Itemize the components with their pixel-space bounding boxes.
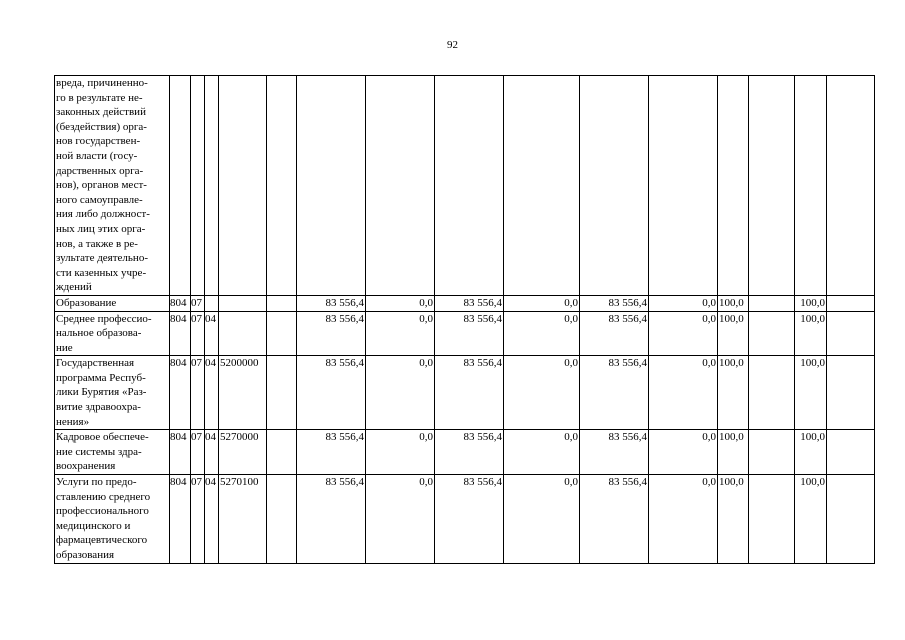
amount-6-cell: 0,0 — [649, 430, 718, 475]
amount-1-cell: 83 556,4 — [297, 295, 366, 311]
amount-3-cell: 83 556,4 — [435, 430, 504, 475]
row-name-line: Государственная — [56, 357, 135, 370]
ministry-code-cell: 804 — [170, 295, 191, 311]
row-name-line: ного самоуправле- — [56, 193, 143, 206]
row-name-line: нов государствен- — [56, 135, 141, 148]
expense-type-cell — [267, 430, 297, 475]
section-code-cell: 07 — [191, 475, 205, 564]
row-name-cell — [55, 311, 170, 356]
row-name-cell — [55, 475, 170, 564]
empty-cell-2 — [827, 475, 875, 564]
row-name-line: профессионального — [56, 505, 149, 518]
amount-5-cell: 83 556,4 — [580, 311, 649, 356]
empty-cell — [749, 356, 795, 430]
row-name-line: Услуги по предо- — [56, 476, 137, 489]
table-row — [55, 475, 875, 564]
amount-5-cell: 83 556,4 — [580, 356, 649, 430]
expense-type-cell — [267, 76, 297, 296]
amount-5-cell: 83 556,4 — [580, 475, 649, 564]
table-row — [55, 430, 875, 475]
percent-2-cell: 100,0 — [795, 356, 827, 430]
percent-1-cell: 100,0 — [718, 430, 749, 475]
row-name-line: ние — [56, 341, 73, 354]
row-name-line: дарственных орга- — [56, 164, 144, 177]
row-name-line: воохранения — [56, 460, 116, 473]
ministry-code-cell: 804 — [170, 475, 191, 564]
amount-2-cell: 0,0 — [366, 356, 435, 430]
row-name-line: образования — [56, 549, 115, 561]
row-name-line: витие здравоохра- — [56, 401, 141, 414]
amount-1-cell: 83 556,4 — [297, 311, 366, 356]
empty-cell-2 — [827, 311, 875, 356]
table-row — [55, 356, 875, 430]
subsection-code-cell — [205, 76, 219, 296]
budget-table — [54, 75, 875, 564]
percent-2-cell — [795, 76, 827, 296]
row-name-line: нения» — [56, 415, 90, 428]
row-name-line: Образование — [56, 296, 117, 309]
amount-5-cell: 83 556,4 — [580, 430, 649, 475]
row-name-line: го в результате не- — [56, 91, 143, 104]
subsection-code-cell: 04 — [205, 430, 219, 475]
ministry-code-cell: 804 — [170, 356, 191, 430]
percent-2-cell: 100,0 — [795, 311, 827, 356]
row-name-line: программа Респуб- — [56, 371, 146, 384]
percent-2-cell: 100,0 — [795, 430, 827, 475]
amount-4-cell: 0,0 — [504, 430, 580, 475]
section-code-cell — [191, 76, 205, 296]
page-number: 92 — [447, 39, 458, 51]
target-article-cell — [219, 295, 267, 311]
row-name-cell — [55, 430, 170, 475]
row-name-line: вреда, причиненно- — [56, 77, 148, 89]
amount-6-cell: 0,0 — [649, 475, 718, 564]
row-name-cell — [55, 356, 170, 430]
amount-3-cell: 83 556,4 — [435, 311, 504, 356]
ministry-code-cell — [170, 76, 191, 296]
empty-cell-2 — [827, 430, 875, 475]
section-code-cell: 07 — [191, 356, 205, 430]
row-name-line: законных действий — [56, 106, 146, 119]
amount-2-cell: 0,0 — [366, 311, 435, 356]
table-row — [55, 295, 875, 311]
row-name-line: нов, а также в ре- — [56, 237, 138, 250]
section-code-cell: 07 — [191, 295, 205, 311]
percent-1-cell: 100,0 — [718, 311, 749, 356]
row-name-line: лики Бурятия «Раз- — [56, 386, 147, 399]
empty-cell — [749, 76, 795, 296]
expense-type-cell — [267, 356, 297, 430]
amount-5-cell: 83 556,4 — [580, 295, 649, 311]
amount-5-cell — [580, 76, 649, 296]
row-name-line: (бездействия) орга- — [56, 120, 147, 133]
row-name-line: нов), органов мест- — [56, 179, 147, 192]
row-name-line: ной власти (госу- — [56, 149, 138, 162]
row-name-cell — [55, 76, 170, 296]
amount-4-cell: 0,0 — [504, 475, 580, 564]
section-code-cell: 07 — [191, 430, 205, 475]
row-name-line: медицинского и — [56, 519, 131, 532]
amount-4-cell: 0,0 — [504, 311, 580, 356]
amount-3-cell: 83 556,4 — [435, 356, 504, 430]
amount-2-cell: 0,0 — [366, 295, 435, 311]
percent-1-cell: 100,0 — [718, 475, 749, 564]
row-name-line: ния либо должност- — [56, 208, 150, 221]
amount-3-cell: 83 556,4 — [435, 475, 504, 564]
amount-1-cell — [297, 76, 366, 296]
empty-cell — [749, 430, 795, 475]
expense-type-cell — [267, 311, 297, 356]
amount-1-cell: 83 556,4 — [297, 430, 366, 475]
amount-6-cell: 0,0 — [649, 356, 718, 430]
row-name-line: Кадровое обеспече- — [56, 431, 149, 444]
percent-2-cell: 100,0 — [795, 475, 827, 564]
subsection-code-cell: 04 — [205, 475, 219, 564]
empty-cell — [749, 295, 795, 311]
amount-4-cell — [504, 76, 580, 296]
amount-6-cell: 0,0 — [649, 311, 718, 356]
amount-2-cell: 0,0 — [366, 475, 435, 564]
row-name-line: Среднее профессио- — [56, 312, 152, 325]
amount-6-cell: 0,0 — [649, 295, 718, 311]
row-name-line: ставлению среднего — [56, 490, 151, 503]
subsection-code-cell — [205, 295, 219, 311]
row-name-cell — [55, 295, 170, 311]
subsection-code-cell: 04 — [205, 356, 219, 430]
empty-cell-2 — [827, 356, 875, 430]
ministry-code-cell: 804 — [170, 311, 191, 356]
amount-2-cell — [366, 76, 435, 296]
section-code-cell: 07 — [191, 311, 205, 356]
empty-cell-2 — [827, 295, 875, 311]
percent-1-cell — [718, 76, 749, 296]
amount-4-cell: 0,0 — [504, 356, 580, 430]
row-name-line: ние системы здра- — [56, 445, 142, 458]
expense-type-cell — [267, 295, 297, 311]
amount-3-cell: 83 556,4 — [435, 295, 504, 311]
amount-1-cell: 83 556,4 — [297, 475, 366, 564]
row-name-line: сти казенных учре- — [56, 266, 147, 279]
empty-cell-2 — [827, 76, 875, 296]
subsection-code-cell: 04 — [205, 311, 219, 356]
amount-1-cell: 83 556,4 — [297, 356, 366, 430]
amount-4-cell: 0,0 — [504, 295, 580, 311]
target-article-cell: 5270100 — [219, 475, 267, 564]
amount-2-cell: 0,0 — [366, 430, 435, 475]
empty-cell — [749, 475, 795, 564]
target-article-cell: 5200000 — [219, 356, 267, 430]
percent-2-cell: 100,0 — [795, 295, 827, 311]
target-article-cell: 5270000 — [219, 430, 267, 475]
amount-3-cell — [435, 76, 504, 296]
row-name-line: нальное образова- — [56, 327, 142, 340]
row-name-line: ждений — [56, 281, 92, 294]
row-name-line: ных лиц этих орга- — [56, 222, 146, 235]
table-row — [55, 76, 875, 296]
ministry-code-cell: 804 — [170, 430, 191, 475]
table-row — [55, 311, 875, 356]
target-article-cell — [219, 311, 267, 356]
row-name-line: фармацевтического — [56, 534, 148, 547]
percent-1-cell: 100,0 — [718, 356, 749, 430]
expense-type-cell — [267, 475, 297, 564]
amount-6-cell — [649, 76, 718, 296]
row-name-line: зультате деятельно- — [56, 252, 148, 265]
empty-cell — [749, 311, 795, 356]
percent-1-cell: 100,0 — [718, 295, 749, 311]
target-article-cell — [219, 76, 267, 296]
